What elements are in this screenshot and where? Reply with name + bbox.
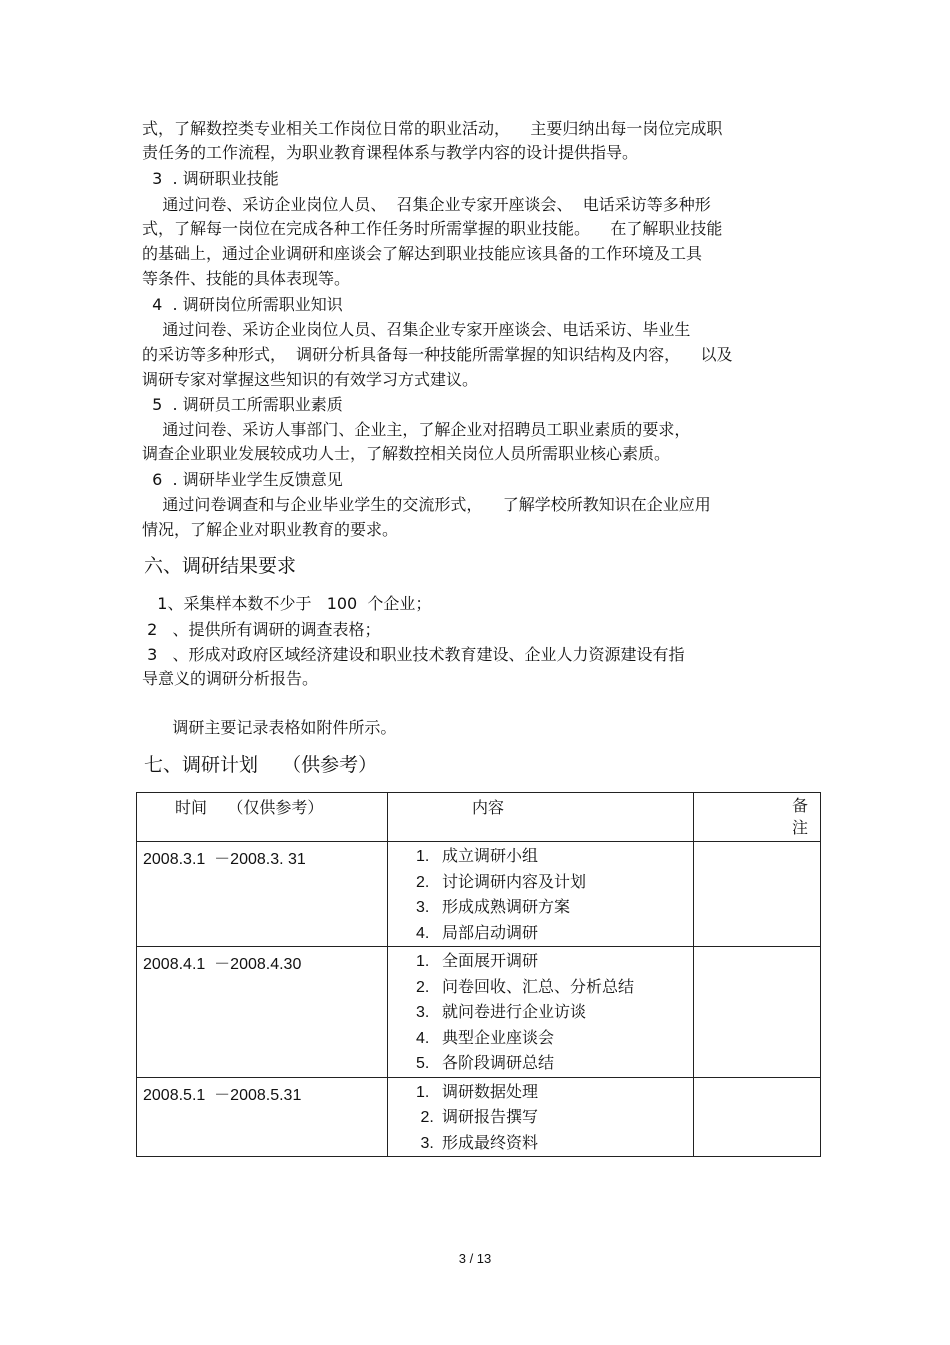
list-heading: 3 . 调研职业技能 xyxy=(142,169,279,188)
schedule-table xyxy=(136,792,821,1157)
content-cell xyxy=(388,842,694,947)
note-cell xyxy=(694,947,821,1078)
task-item: 1. 全面展开调研 xyxy=(416,951,539,970)
note-cell xyxy=(694,1077,821,1157)
requirement-item: 1、采集样本数不少于 100 个企业； xyxy=(142,594,432,613)
content-cell xyxy=(388,947,694,1078)
requirement-item: 2 、提供所有调研的调查表格； xyxy=(142,620,381,639)
header-note xyxy=(694,793,821,842)
task-item: 4. 典型企业座谈会 xyxy=(416,1027,555,1047)
body-line: 等条件、技能的具体表现等。 xyxy=(142,269,351,288)
requirement-item: 导意义的调研分析报告。 xyxy=(142,669,319,688)
task-item: 2. 讨论调研内容及计划 xyxy=(416,871,587,891)
period-cell: 2008.5.1 －2008.5.31 xyxy=(137,1077,388,1157)
table-row xyxy=(137,947,821,1078)
body-line: 通过问卷、采访企业岗位人员、 召集企业专家开座谈会、 电话采访等多种形 xyxy=(142,195,711,214)
body-line: 责任务的工作流程，为职业教育课程体系与教学内容的设计提供指导。 xyxy=(142,143,639,162)
content-cell xyxy=(388,1077,694,1157)
list-heading: 6 . 调研毕业学生反馈意见 xyxy=(142,470,343,489)
task-item: 4. 局部启动调研 xyxy=(416,922,539,942)
list-heading: 5 . 调研员工所需职业素质 xyxy=(142,395,343,414)
task-item: 3. 形成最终资料 xyxy=(416,1132,539,1152)
body-line: 通过问卷调查和与企业毕业学生的交流形式， 了解学校所教知识在企业应用 xyxy=(142,495,711,514)
header-note-line: 注 xyxy=(791,818,808,837)
requirement-item: 3 、形成对政府区域经济建设和职业技术教育建设、企业人力资源建设有指 xyxy=(142,645,685,664)
body-line: 调查企业职业发展较成功人士，了解数控相关岗位人员所需职业核心素质。 xyxy=(142,444,671,463)
table-row xyxy=(137,1077,821,1157)
note-cell xyxy=(694,842,821,947)
task-item: 2. 调研报告撰写 xyxy=(416,1107,539,1126)
section-heading: 七、调研计划 （供参考） xyxy=(144,754,378,776)
body-line: 通过问卷、采访企业岗位人员、召集企业专家开座谈会、电话采访、毕业生 xyxy=(142,320,691,339)
period-cell: 2008.3.1 －2008.3. 31 xyxy=(137,842,388,947)
body-line: 式，了解每一岗位在完成各种工作任务时所需掌握的职业技能。 在了解职业技能 xyxy=(142,219,723,238)
body-line: 的采访等多种形式， 调研分析具备每一种技能所需掌握的知识结构及内容， 以及 xyxy=(142,345,733,364)
body-line: 调研专家对掌握这些知识的有效学习方式建议。 xyxy=(142,370,479,389)
header-content: 内容 xyxy=(388,793,694,842)
body-line: 式，了解数控类专业相关工作岗位日常的职业活动， 主要归纳出每一岗位完成职 xyxy=(142,119,723,138)
section-heading: 六、调研结果要求 xyxy=(144,555,297,577)
attachment-note: 调研主要记录表格如附件所示。 xyxy=(152,718,397,737)
list-heading: 4 . 调研岗位所需职业知识 xyxy=(142,295,343,314)
task-item: 1. 成立调研小组 xyxy=(416,846,539,865)
task-item: 5. 各阶段调研总结 xyxy=(416,1053,555,1072)
task-item: 3. 就问卷进行企业访谈 xyxy=(416,1002,587,1021)
header-note-line: 备 xyxy=(791,796,808,815)
body-line: 情况，了解企业对职业教育的要求。 xyxy=(142,520,399,539)
body-line: 通过问卷、采访人事部门、企业主，了解企业对招聘员工职业素质的要求， xyxy=(142,420,691,439)
page-number: 3 / 13 xyxy=(458,1251,492,1266)
table-row xyxy=(137,842,821,947)
task-item: 2. 问卷回收、汇总、分析总结 xyxy=(416,976,635,996)
task-item: 3. 形成成熟调研方案 xyxy=(416,897,571,916)
header-time: 时间 （仅供参考） xyxy=(137,793,388,842)
period-cell: 2008.4.1 －2008.4.30 xyxy=(137,947,388,1078)
body-line: 的基础上，通过企业调研和座谈会了解达到职业技能应该具备的工作环境及工具 xyxy=(142,244,703,263)
task-item: 1. 调研数据处理 xyxy=(416,1081,539,1101)
table-header-row xyxy=(137,793,821,842)
